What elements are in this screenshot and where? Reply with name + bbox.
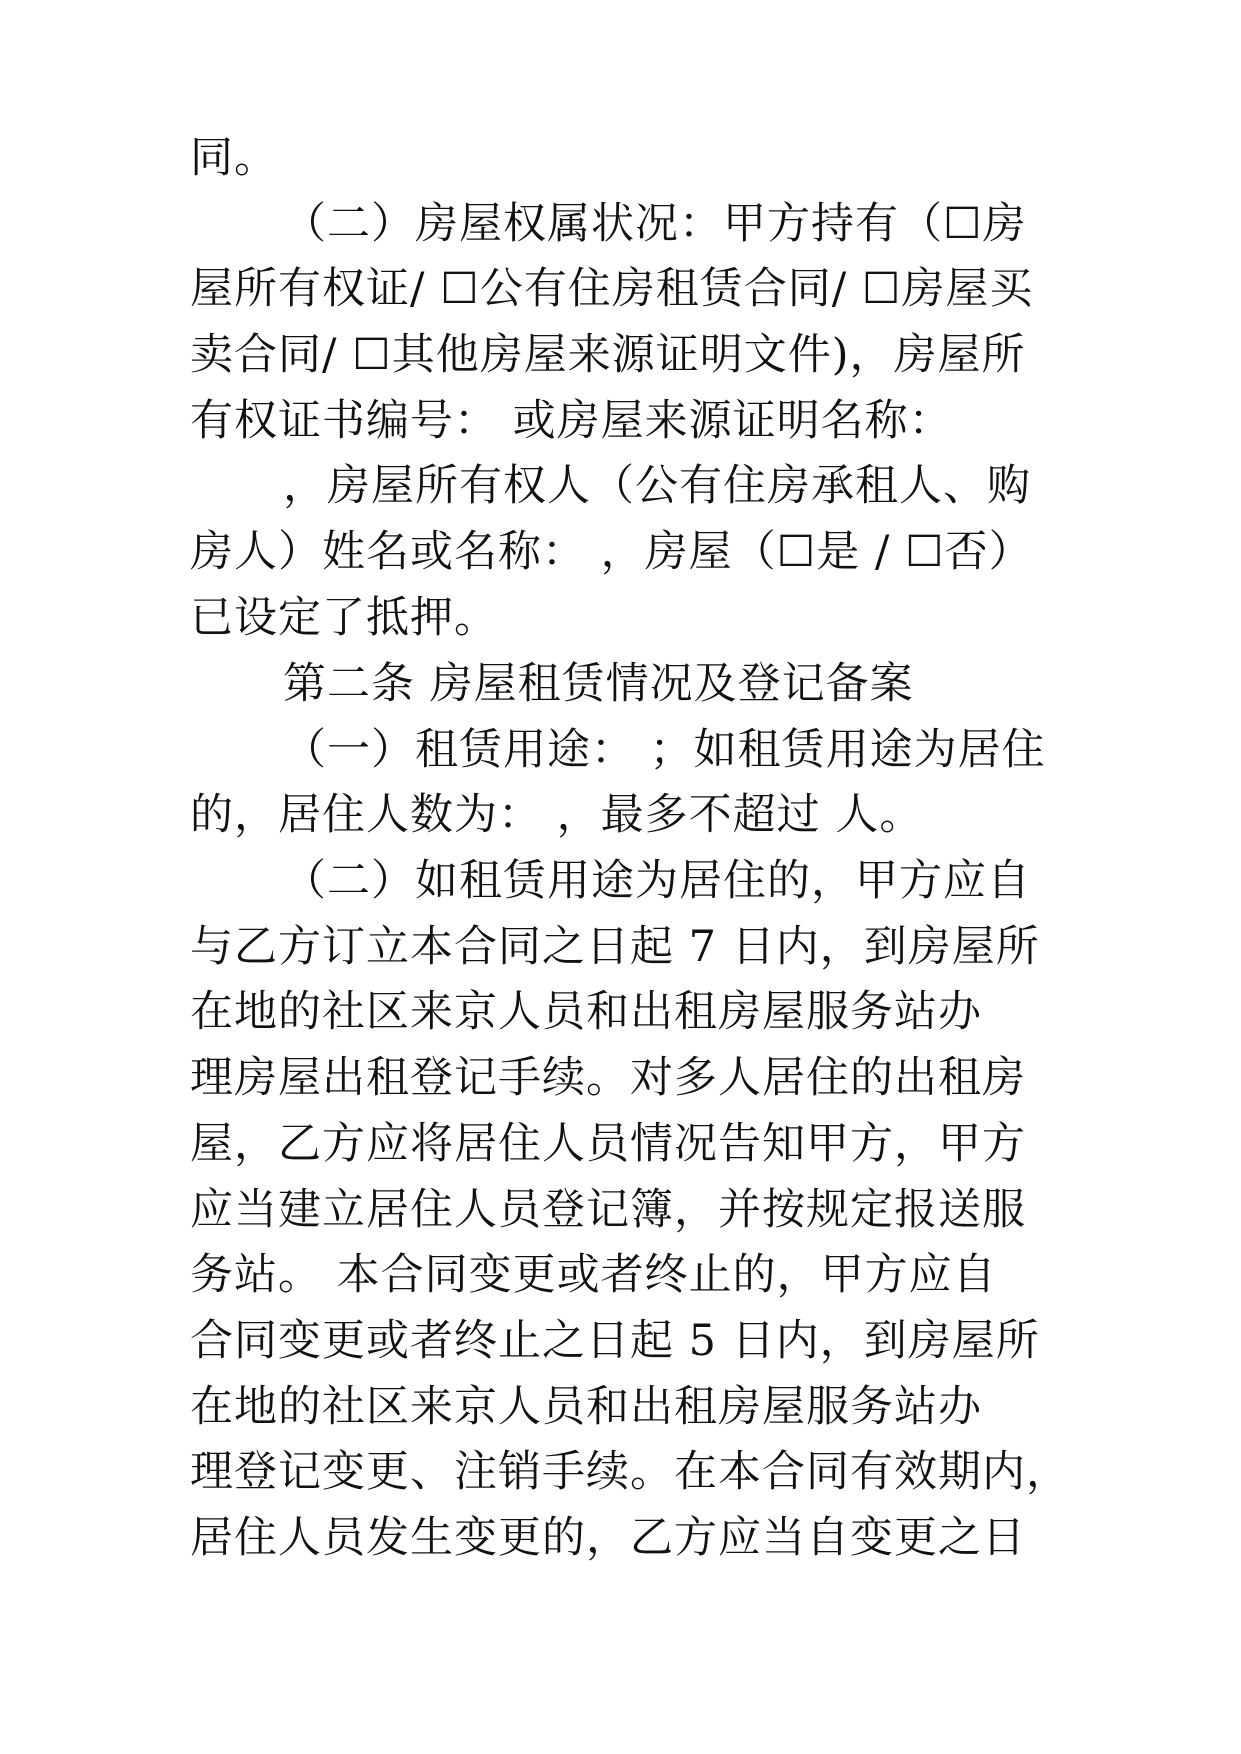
- text-line: 有权证书编号： 或房屋来源证明名称：: [190, 396, 953, 446]
- text-line: 理房屋出租登记手续。对多人居住的出租房: [190, 1053, 1026, 1103]
- text-line: （二）房屋权属状况：甲方持有（☐房: [283, 199, 1027, 249]
- text-line: 务站。 本合同变更或者终止的，甲方应自: [190, 1250, 997, 1300]
- text-line: 屋所有权证/ ☐公有住房租赁合同/ ☐房屋买: [190, 264, 1034, 314]
- text-line: （二）如租赁用途为居住的，甲方应自: [283, 856, 1031, 906]
- text-line: ，房屋所有权人（公有住房承租人、购: [283, 461, 1031, 511]
- text-line: 与乙方订立本合同之日起 7 日内，到房屋所: [190, 922, 1040, 972]
- text-line: 居住人员发生变更的，乙方应当自变更之日: [190, 1513, 1026, 1563]
- text-line: 房人）姓名或名称： ，房屋（☐是 / ☐否）: [190, 527, 1033, 577]
- text-line: 卖合同/ ☐其他房屋来源证明文件)，房屋所: [190, 330, 1026, 380]
- text-line: （一）租赁用途： ；如租赁用途为居住: [283, 725, 1046, 775]
- text-line: 屋，乙方应将居住人员情况告知甲方，甲方: [190, 1119, 1026, 1169]
- text-line: 同。: [190, 133, 278, 183]
- text-line: 合同变更或者终止之日起 5 日内，到房屋所: [190, 1316, 1040, 1366]
- section-heading: 第二条 房屋租赁情况及登记备案: [283, 659, 914, 709]
- text-line: 已设定了抵押。: [190, 593, 498, 643]
- text-line: 的，居住人数为： ，最多不超过 人。: [190, 790, 924, 840]
- text-line: 应当建立居住人员登记簿，并按规定报送服: [190, 1185, 1026, 1235]
- text-line: 在地的社区来京人员和出租房屋服务站办: [190, 987, 982, 1037]
- text-line: 在地的社区来京人员和出租房屋服务站办: [190, 1382, 982, 1432]
- text-line: 理登记变更、注销手续。在本合同有效期内，: [190, 1447, 1070, 1497]
